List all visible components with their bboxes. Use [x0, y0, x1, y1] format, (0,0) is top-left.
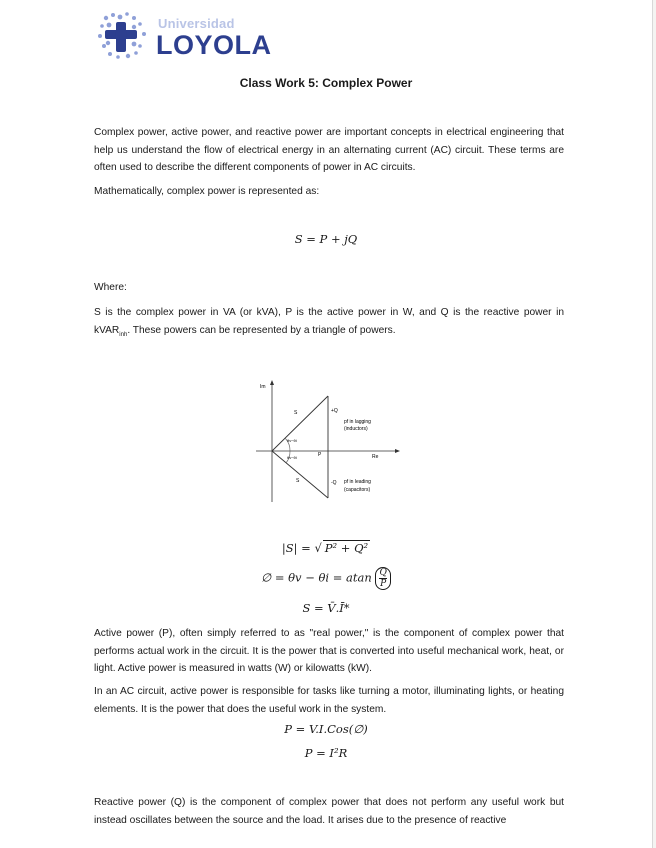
- s-lower-label: S: [296, 478, 300, 484]
- active-power-paragraph: Active power (P), often simply referred to as "real power," is the component of complex power that performs actual work in the circuit. It is the power that is converted into useful mechanical work, heat, or light. Active power is measured in watts (W) or kilowatts (kW).: [94, 628, 564, 674]
- angle-upper-label: θv−θi: [287, 438, 297, 443]
- magnitude-radicand: P² + Q²: [324, 541, 369, 555]
- im-label: Im: [260, 384, 266, 390]
- angle-equation: [0, 567, 652, 590]
- angle-fraction: [375, 567, 390, 590]
- leading-label-1: pf in leading: [344, 479, 371, 485]
- magnitude-lhs: |S| =: [281, 541, 315, 555]
- university-logo: [96, 10, 286, 62]
- definitions-paragraph: [94, 304, 564, 344]
- power-triangle-diagram: [250, 378, 410, 504]
- angle-lhs: ∅ = θv − θi = atan: [261, 570, 376, 585]
- active-power-equation: P = V.I.Cos(∅): [284, 722, 368, 736]
- upper-hypotenuse: [272, 396, 328, 451]
- plus-q-label: +Q: [331, 408, 338, 414]
- logo-name: LOYOLA: [156, 30, 272, 60]
- phasor-power-equation: S = V̄.Ī*: [302, 601, 350, 615]
- reactive-power-paragraph: Reactive power (Q) is the component of complex power that does not perform any useful work but instead oscillates between the source and the load. It arises due to the presence of reactive: [94, 797, 564, 826]
- angle-lower-label: θv−θi: [287, 455, 297, 460]
- angle-denominator: P: [380, 579, 387, 589]
- angle-numerator: Q: [379, 568, 387, 578]
- re-label: Re: [372, 454, 379, 460]
- real-axis-arrow: [395, 449, 400, 453]
- lagging-label-1: pf in lagging: [344, 419, 371, 425]
- page-title: Class Work 5: Complex Power: [239, 76, 413, 90]
- where-label: Where:: [94, 282, 127, 293]
- s-upper-label: S: [294, 410, 298, 416]
- leading-label-2: (capacitors): [344, 487, 371, 493]
- logo-cross-icon: [96, 10, 152, 62]
- lower-hypotenuse: [272, 451, 328, 498]
- imaginary-axis-arrow: [270, 380, 274, 385]
- p-label: P: [318, 452, 322, 458]
- definitions-subscript: inh: [119, 331, 128, 338]
- minus-q-label: -Q: [331, 480, 337, 486]
- intro-paragraph: Complex power, active power, and reactive power are important concepts in electrical engineering that help us understand the flow of electrical energy in an alternating current (AC) circuit. These terms are often used to describe the different components of power in AC circuits.: [94, 127, 564, 173]
- definitions-text: S is the complex power in VA (or kVA), P is the active power in W, and Q is the reactive power in kVAR: [94, 307, 564, 336]
- resistive-power-equation: P = I²R: [304, 746, 348, 760]
- active-power-role-paragraph: In an AC circuit, active power is responsible for tasks like turning a motor, illuminating lights, or heating elements. It is the power that does the useful work in the system.: [94, 686, 564, 715]
- logo-university-label: Universidad: [158, 16, 235, 31]
- magnitude-equation: |S| = √ P² + Q²: [281, 541, 369, 555]
- lagging-label-2: (inductors): [344, 426, 368, 432]
- complex-power-equation: S = P + jQ: [294, 232, 358, 246]
- math-intro-paragraph: Mathematically, complex power is represented as:: [94, 186, 320, 197]
- definitions-text-end: . These powers can be represented by a triangle of powers.: [127, 324, 396, 336]
